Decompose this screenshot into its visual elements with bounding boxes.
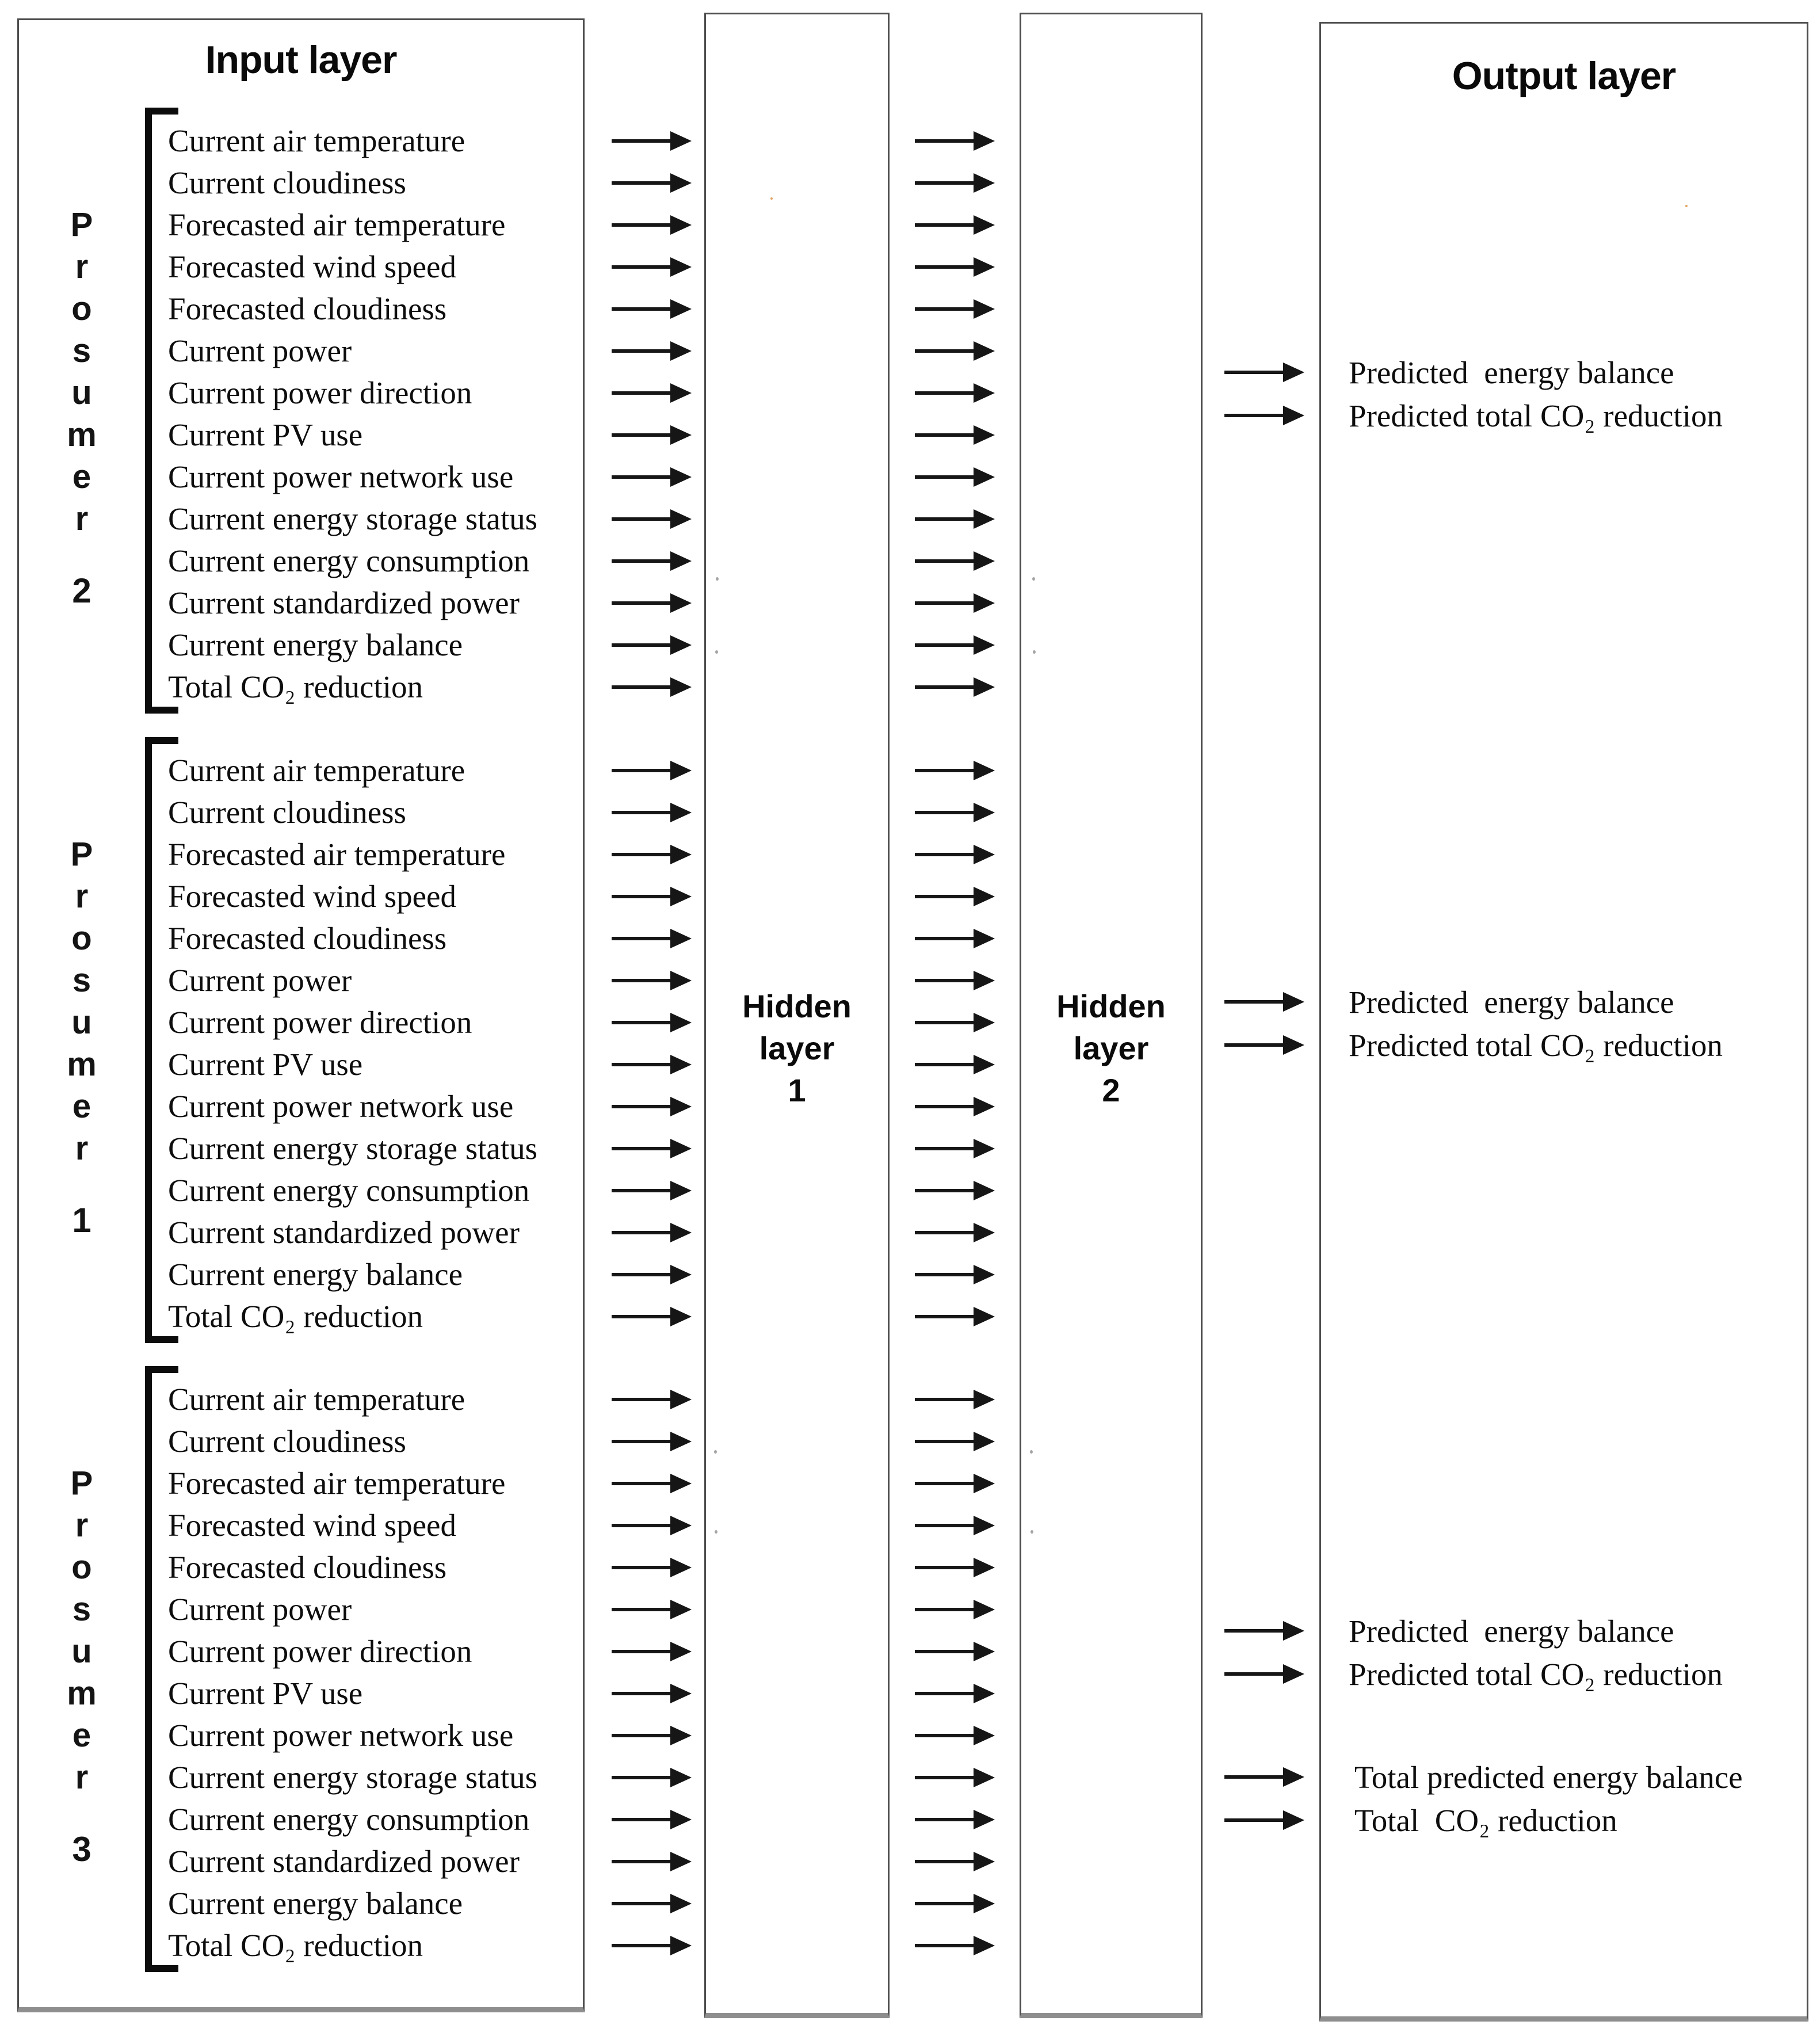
- arrow-row: [612, 917, 692, 959]
- artifact-speck: [770, 197, 773, 200]
- arrow-row: [915, 330, 995, 372]
- input-feature-item: Forecasted cloudiness: [168, 291, 447, 326]
- prosumer-letter: r: [75, 1130, 89, 1167]
- output-label: Predicted total CO₂ reduction: [1349, 398, 1723, 433]
- arrow-row: [612, 1253, 692, 1295]
- prosumer-letter: o: [71, 1549, 92, 1586]
- prosumer-letter: P: [70, 206, 93, 243]
- arrow-row: [915, 791, 995, 833]
- prosumer-1-number: 1: [72, 1201, 91, 1240]
- hidden-layer-2-label-line: 2: [1102, 1072, 1120, 1108]
- prosumer-2-vertical-label: [58, 204, 106, 540]
- output-row: [1224, 1653, 1808, 1696]
- arrow-row: [915, 1378, 995, 1420]
- prosumer-3-vertical-label: [58, 1462, 106, 1798]
- prosumer-letter: u: [71, 1004, 92, 1041]
- arrow-row: [612, 1840, 692, 1882]
- input-feature-item: Forecasted wind speed: [168, 879, 456, 914]
- input-feature-item: Current power: [168, 963, 352, 998]
- prosumer-letter: r: [75, 500, 89, 537]
- prosumer-letter: e: [72, 1717, 91, 1754]
- prosumer-letter: o: [71, 290, 92, 327]
- input-feature-item: Current standardized power: [168, 1215, 520, 1250]
- input-feature-item: Current energy consumption: [168, 543, 530, 578]
- prosumer-3-feature-list: [168, 1378, 594, 1966]
- output-row: [1224, 1756, 1808, 1799]
- output-row: [1224, 1799, 1808, 1842]
- arrow-row: [612, 1630, 692, 1672]
- output-label: Predicted energy balance: [1349, 985, 1674, 1020]
- arrow-row: [915, 204, 995, 246]
- arrow-row: [612, 1924, 692, 1966]
- arrow-row: [612, 1085, 692, 1127]
- input-feature-item: Current air temperature: [168, 753, 465, 788]
- artifact-speck: [1030, 1530, 1033, 1534]
- arrow-row: [612, 162, 692, 204]
- arrow-row: [915, 1882, 995, 1924]
- arrow-row: [915, 288, 995, 330]
- arrow-row: [612, 1714, 692, 1756]
- bracket-bar: [145, 108, 152, 714]
- prosumer-3-number: 3: [72, 1830, 91, 1868]
- artifact-speck: [714, 1450, 717, 1454]
- arrow-row: [612, 1504, 692, 1546]
- arrow-row: [612, 498, 692, 540]
- arrow-row: [915, 749, 995, 791]
- arrow-row: [612, 1169, 692, 1211]
- arrow-row: [915, 666, 995, 708]
- input-feature-item: Current energy consumption: [168, 1173, 530, 1208]
- arrow-row: [915, 1714, 995, 1756]
- input-feature-item: Current PV use: [168, 417, 363, 452]
- arrow-row: [612, 624, 692, 666]
- prosumer-letter: u: [71, 374, 92, 411]
- arrow-row: [915, 1588, 995, 1630]
- arrow-row: [612, 749, 692, 791]
- artifact-speck: [715, 1530, 717, 1534]
- prosumer-letter: m: [67, 416, 97, 453]
- arrow-row: [915, 1001, 995, 1043]
- arrow-row: [915, 1504, 995, 1546]
- input-feature-item: Forecasted air temperature: [168, 1466, 506, 1501]
- prosumer-letter: e: [72, 458, 91, 495]
- input-feature-item: Current energy balance: [168, 1886, 463, 1921]
- arrow-row: [612, 1798, 692, 1840]
- hidden-layer-1-label-line: 1: [788, 1072, 806, 1108]
- input-feature-item: Forecasted wind speed: [168, 249, 456, 284]
- hidden-layer-1-label-line: layer: [759, 1030, 835, 1066]
- arrow-row: [612, 1127, 692, 1169]
- arrow-row: [915, 833, 995, 875]
- arrow-row: [915, 1169, 995, 1211]
- input-feature-item: Current energy consumption: [168, 1802, 530, 1837]
- output-label: Predicted total CO₂ reduction: [1349, 1028, 1723, 1063]
- prosumer-1-feature-list: [168, 749, 594, 1337]
- input-feature-item: Forecasted air temperature: [168, 207, 506, 242]
- prosumer-letter: s: [72, 962, 91, 999]
- bracket-top-cap: [145, 737, 178, 744]
- output-totals-group: [1224, 1756, 1808, 1842]
- arrow-row: [612, 959, 692, 1001]
- artifact-speck: [715, 650, 718, 654]
- arrow-row: [915, 162, 995, 204]
- arrow-row: [915, 1924, 995, 1966]
- arrow-row: [612, 1546, 692, 1588]
- arrow-row: [612, 1211, 692, 1253]
- artifact-speck: [1032, 577, 1035, 581]
- arrows-input-to-hidden1-group1: [612, 120, 692, 708]
- hidden-layer-2-label: [1020, 985, 1203, 1111]
- bracket-top-cap: [145, 1366, 178, 1373]
- prosumer-letter: m: [67, 1675, 97, 1712]
- arrow-row: [915, 498, 995, 540]
- arrow-row: [915, 582, 995, 624]
- input-feature-item: Current PV use: [168, 1676, 363, 1711]
- input-feature-item: Current air temperature: [168, 123, 465, 158]
- hidden-layer-2-label-line: layer: [1073, 1030, 1149, 1066]
- input-feature-item: Total CO₂ reduction: [168, 669, 423, 704]
- arrow-row: [915, 1630, 995, 1672]
- output-row: [1224, 394, 1808, 437]
- arrow-row: [612, 330, 692, 372]
- input-feature-item: Total CO₂ reduction: [168, 1299, 423, 1334]
- arrow-row: [612, 1043, 692, 1085]
- arrow-row: [915, 624, 995, 666]
- arrow-row: [612, 1378, 692, 1420]
- prosumer-letter: r: [75, 248, 89, 285]
- input-feature-item: Current power network use: [168, 1089, 514, 1124]
- arrow-row: [915, 1085, 995, 1127]
- output-total-label: Total CO₂ reduction: [1354, 1803, 1617, 1838]
- arrow-row: [915, 1043, 995, 1085]
- arrow-row: [915, 1546, 995, 1588]
- arrow-row: [915, 1295, 995, 1337]
- input-feature-item: Current cloudiness: [168, 165, 406, 200]
- arrow-row: [612, 666, 692, 708]
- bracket-bar: [145, 1366, 152, 1972]
- prosumer-2-number: 2: [72, 571, 91, 610]
- arrow-row: [915, 1756, 995, 1798]
- arrow-row: [612, 1462, 692, 1504]
- arrow-row: [612, 456, 692, 498]
- input-feature-item: Current energy storage status: [168, 501, 538, 536]
- arrow-row: [612, 582, 692, 624]
- prosumer-1-vertical-label: [58, 833, 106, 1169]
- prosumer-2-feature-list: [168, 120, 594, 708]
- input-feature-item: Current energy balance: [168, 627, 463, 662]
- arrow-row: [915, 1462, 995, 1504]
- input-feature-item: Current power network use: [168, 1718, 514, 1753]
- output-label: Predicted total CO₂ reduction: [1349, 1657, 1723, 1692]
- output-group-3: [1224, 1610, 1808, 1696]
- output-layer-title: Output layer: [1452, 54, 1676, 98]
- prosumer-letter: e: [72, 1088, 91, 1125]
- arrow-row: [612, 288, 692, 330]
- arrows-hidden1-to-hidden2-group1: [915, 120, 995, 708]
- artifact-speck: [1030, 1450, 1033, 1454]
- prosumer-letter: m: [67, 1046, 97, 1083]
- prosumer-letter: s: [72, 1591, 91, 1628]
- arrows-hidden1-to-hidden2-group2: [915, 749, 995, 1337]
- arrow-row: [915, 1798, 995, 1840]
- bracket-top-cap: [145, 108, 178, 115]
- bracket-bar: [145, 737, 152, 1343]
- arrow-row: [915, 959, 995, 1001]
- arrows-hidden1-to-hidden2-group3: [915, 1378, 995, 1966]
- input-feature-item: Current standardized power: [168, 1844, 520, 1879]
- input-feature-item: Current power direction: [168, 1634, 472, 1669]
- output-label: Predicted energy balance: [1349, 355, 1674, 390]
- arrow-row: [915, 1127, 995, 1169]
- arrow-row: [915, 120, 995, 162]
- prosumer-letter: u: [71, 1633, 92, 1670]
- artifact-speck: [716, 577, 719, 581]
- arrow-row: [915, 1253, 995, 1295]
- arrow-row: [915, 1211, 995, 1253]
- input-feature-item: Current cloudiness: [168, 795, 406, 830]
- arrow-row: [915, 246, 995, 288]
- arrows-input-to-hidden1-group2: [612, 749, 692, 1337]
- input-feature-item: Forecasted wind speed: [168, 1508, 456, 1543]
- artifact-speck: [1685, 205, 1688, 207]
- arrow-row: [915, 456, 995, 498]
- input-feature-item: Current power: [168, 1592, 352, 1627]
- input-feature-item: Current air temperature: [168, 1382, 465, 1417]
- output-total-label: Total predicted energy balance: [1354, 1760, 1743, 1795]
- output-group-2: [1224, 981, 1808, 1067]
- output-label: Predicted energy balance: [1349, 1614, 1674, 1649]
- arrow-row: [915, 1840, 995, 1882]
- arrow-row: [915, 414, 995, 456]
- input-feature-item: Current energy storage status: [168, 1131, 538, 1166]
- input-feature-item: Forecasted cloudiness: [168, 1550, 447, 1585]
- arrow-row: [612, 1295, 692, 1337]
- arrow-row: [612, 1756, 692, 1798]
- input-feature-item: Current power: [168, 333, 352, 368]
- output-row: [1224, 1024, 1808, 1067]
- arrow-row: [915, 917, 995, 959]
- prosumer-letter: r: [75, 878, 89, 915]
- arrow-row: [915, 540, 995, 582]
- input-feature-item: Current power network use: [168, 459, 514, 494]
- arrow-row: [612, 1420, 692, 1462]
- input-feature-item: Total CO₂ reduction: [168, 1928, 423, 1963]
- arrow-row: [915, 875, 995, 917]
- input-feature-item: Current standardized power: [168, 585, 520, 620]
- prosumer-letter: r: [75, 1507, 89, 1544]
- input-feature-item: Current energy balance: [168, 1257, 463, 1292]
- arrow-row: [612, 791, 692, 833]
- prosumer-letter: r: [75, 1759, 89, 1796]
- arrow-row: [612, 246, 692, 288]
- input-feature-item: Current energy storage status: [168, 1760, 538, 1795]
- arrow-row: [612, 372, 692, 414]
- prosumer-letter: o: [71, 920, 92, 957]
- input-feature-item: Current cloudiness: [168, 1424, 406, 1459]
- arrow-row: [612, 540, 692, 582]
- arrow-row: [915, 1672, 995, 1714]
- output-group-1: [1224, 351, 1808, 437]
- artifact-speck: [1033, 650, 1036, 654]
- arrow-row: [612, 1882, 692, 1924]
- arrow-row: [915, 1420, 995, 1462]
- arrow-row: [915, 372, 995, 414]
- input-feature-item: Current power direction: [168, 375, 472, 410]
- arrows-input-to-hidden1-group3: [612, 1378, 692, 1966]
- input-feature-item: Forecasted air temperature: [168, 837, 506, 872]
- output-row: [1224, 981, 1808, 1024]
- arrow-row: [612, 875, 692, 917]
- arrow-row: [612, 1588, 692, 1630]
- input-layer-title: Input layer: [205, 38, 397, 82]
- output-row: [1224, 351, 1808, 394]
- arrow-row: [612, 414, 692, 456]
- input-feature-item: Forecasted cloudiness: [168, 921, 447, 956]
- hidden-layer-1-label-line: Hidden: [742, 988, 852, 1024]
- hidden-layer-2-label-line: Hidden: [1056, 988, 1166, 1024]
- prosumer-letter: P: [70, 836, 93, 873]
- arrow-row: [612, 833, 692, 875]
- prosumer-letter: s: [72, 332, 91, 369]
- arrow-row: [612, 204, 692, 246]
- arrow-row: [612, 1001, 692, 1043]
- arrow-row: [612, 1672, 692, 1714]
- output-row: [1224, 1610, 1808, 1653]
- input-feature-item: Current power direction: [168, 1005, 472, 1040]
- arrow-row: [612, 120, 692, 162]
- prosumer-letter: P: [70, 1465, 93, 1502]
- input-feature-item: Current PV use: [168, 1047, 363, 1082]
- hidden-layer-1-label: [704, 985, 890, 1111]
